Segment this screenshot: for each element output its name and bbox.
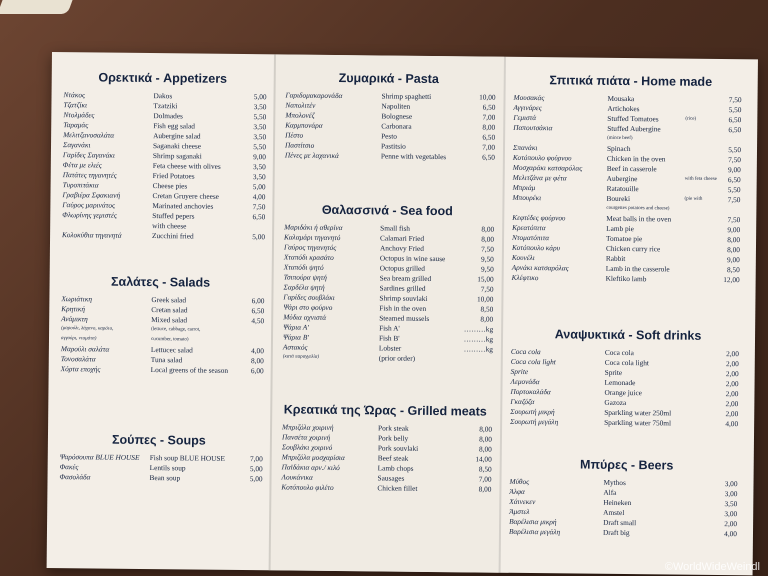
item-price: 5,50	[253, 112, 267, 122]
item-greek-name: Coca cola	[510, 346, 541, 357]
item-english-name: Aubergine salad	[153, 131, 201, 141]
menu-section	[502, 73, 758, 286]
item-english-name: Mythos	[603, 477, 626, 488]
item-english-name: Carbonara	[381, 121, 412, 131]
item-english-name: Octopus in wine sause	[379, 253, 446, 264]
menu-panel-right	[499, 57, 758, 576]
item-greek-name: Γαριδομακαρονάδα	[285, 90, 343, 101]
item-greek-name: Σπανάκι	[512, 142, 538, 153]
item-price: 2,00	[724, 519, 738, 529]
item-greek-name: Τυροπιτάκια	[62, 180, 99, 190]
item-greek-name: Τζατζίκι	[63, 100, 88, 110]
item-price: 15,00	[477, 274, 494, 284]
item-note: (pie with	[684, 196, 703, 202]
item-english-name: Saganaki cheese	[152, 141, 202, 151]
item-price: 7,50	[728, 95, 742, 105]
item-english-name: courgettes potatoes and cheese)	[606, 205, 670, 212]
item-greek-name: Πένες με λαχανικά	[284, 150, 339, 161]
item-price: 5,00	[252, 232, 266, 242]
item-greek-name: Κοτόπουλο φιλέτο	[281, 482, 334, 492]
item-price: 2,00	[725, 379, 739, 389]
item-english-name: (lettuce, cabbage, carrot,	[151, 327, 201, 333]
section-title: Κρεατικά της Ώρας - Grilled meats	[283, 402, 487, 419]
item-english-name: Mixed salad	[151, 315, 188, 325]
item-greek-name: Άμστελ	[509, 506, 530, 517]
item-price: 2,00	[725, 409, 739, 419]
item-price: 6,00	[250, 366, 264, 376]
menu-section	[271, 202, 503, 364]
item-price: 7,50	[252, 202, 266, 212]
item-greek-name: Μπολονέζ	[285, 110, 315, 120]
item-greek-name: Φασολάδα	[59, 472, 91, 482]
item-english-name: Sausages	[377, 473, 405, 483]
menu-item	[499, 527, 753, 540]
item-english-name: cucumber, tomato)	[150, 337, 189, 343]
item-english-name: Tuna salad	[150, 355, 183, 365]
item-greek-name: Βαρέλισια μεγάλη	[508, 526, 561, 537]
item-greek-name: Ντοματόπιτα	[512, 232, 550, 243]
item-greek-name: Γαύρος μαρινάτος	[62, 200, 116, 210]
item-english-name: Shrimp souvlaki	[379, 293, 428, 303]
item-price: 5,50	[728, 145, 742, 155]
item-greek-name: Γεμιστά	[513, 112, 537, 123]
menu-section	[47, 432, 270, 484]
item-note: (rice)	[685, 116, 697, 122]
item-english-name: Chicken in the oven	[606, 153, 666, 164]
item-english-name: Beef in casserole	[606, 163, 657, 174]
item-price: 6,50	[482, 152, 495, 162]
item-english-name: Marinated anchovies	[152, 201, 214, 211]
item-english-name: Amstel	[603, 507, 625, 518]
item-greek-name: Μύθος	[509, 476, 530, 487]
menu-item	[502, 273, 756, 286]
item-price: 7,50	[728, 155, 741, 165]
menu-panel-middle	[269, 54, 504, 572]
item-english-name: Napoliten	[381, 101, 411, 111]
item-price: 2,00	[725, 359, 739, 369]
item-price: 12,00	[723, 275, 740, 285]
item-greek-name: Φλωρίνης γεμιστές	[62, 210, 117, 220]
item-english-name: Chicken curry rice	[605, 243, 661, 254]
item-greek-name: Σαρδέλα ψητή	[283, 282, 325, 292]
item-price: 8,00	[727, 245, 741, 255]
item-greek-name: Γαύρος τηγανητός	[283, 242, 337, 252]
item-english-name: Anchovy Fried	[379, 243, 424, 253]
item-price: 5,00	[253, 92, 267, 102]
item-greek-name: Παστίτσιο	[284, 140, 315, 150]
item-greek-name: Παπουτσάκια	[513, 122, 553, 133]
item-english-name: Bolognese	[381, 111, 413, 121]
menu-section	[269, 402, 500, 494]
item-price: 8,00	[727, 235, 741, 245]
item-price: 8,00	[481, 224, 495, 234]
item-english-name: Lentils soup	[149, 463, 186, 473]
item-greek-name: Κοτόπουλο φούρνου	[512, 152, 572, 163]
item-greek-name: Ταραμάς	[63, 120, 89, 130]
item-price: 3,50	[253, 122, 267, 132]
item-greek-name: Ψάρια Β'	[282, 332, 309, 342]
item-greek-name: Κουνέλι	[511, 252, 535, 263]
item-price: 9,00	[727, 225, 741, 235]
item-english-name: Octopus grilled	[379, 263, 426, 273]
item-english-name: Sea bream grilled	[379, 273, 432, 283]
item-english-name: Shrimp saganaki	[152, 151, 202, 161]
item-greek-name: Φακές	[59, 462, 79, 472]
menu-section	[50, 70, 274, 242]
item-price: 7,00	[482, 142, 496, 152]
item-english-name: Lobster	[378, 343, 402, 353]
item-price: 8,50	[478, 464, 492, 474]
item-greek-name: αγγούρι, ντομάτα)	[60, 336, 97, 342]
item-english-name: Boureki	[606, 193, 631, 204]
item-english-name: Chicken fillet	[377, 483, 418, 493]
item-price: 7,50	[480, 284, 494, 294]
item-greek-name: Ναπολιτέν	[285, 100, 316, 110]
item-greek-name: Ψαρόσουπα BLUE HOUSE	[59, 452, 140, 462]
item-greek-name: Πατάτες τηγανητές	[62, 170, 117, 180]
item-greek-name: Άλφα	[509, 486, 525, 496]
item-greek-name: Κρητική	[61, 304, 86, 314]
item-english-name: Coca cola	[604, 347, 634, 358]
item-price: 9,00	[727, 165, 741, 175]
item-greek-name: Τσιπούρα ψητή	[283, 272, 327, 282]
item-english-name: Spinach	[606, 143, 631, 154]
item-greek-name: Βαρέλισια μικρή	[509, 516, 557, 527]
item-english-name: Dakos	[153, 91, 173, 101]
item-price: 14,00	[475, 454, 492, 464]
item-price: 6,50	[727, 175, 741, 185]
section-title: Σούπες - Soups	[111, 432, 206, 448]
menu-item	[50, 230, 272, 242]
item-price: 3,00	[724, 489, 738, 499]
item-price: 8,00	[479, 444, 492, 454]
item-english-name: with cheese	[152, 221, 187, 231]
item-price: 9,50	[481, 254, 494, 264]
item-greek-name: Πανσέτα χοιρινή	[281, 432, 331, 442]
item-greek-name: Coca cola light	[510, 356, 556, 367]
item-greek-name: Λεμονάδα	[510, 376, 540, 387]
item-price: 5,00	[249, 464, 263, 474]
item-greek-name: Ψάρι στο φούρνο	[283, 302, 333, 312]
item-english-name: Pork steak	[378, 423, 409, 433]
item-price: 6,50	[482, 102, 496, 112]
item-english-name: Lamb in the casserole	[605, 263, 670, 274]
item-english-name: Stuffed Tomatoes	[607, 113, 659, 124]
item-greek-name: Χόρτα εποχής	[60, 364, 101, 374]
item-greek-name: Ντολμάδες	[63, 110, 95, 120]
item-english-name: Heineken	[603, 497, 632, 508]
menu-panel-left	[47, 52, 274, 570]
item-english-name: Local greens of the season	[150, 365, 229, 375]
item-english-name: Fish soup BLUE HOUSE	[149, 453, 226, 463]
item-price: 10,00	[479, 92, 496, 102]
item-price: 7,50	[481, 244, 495, 254]
item-english-name: Pastitsio	[380, 141, 406, 151]
item-price: 7,00	[249, 454, 263, 464]
item-price: 4,00	[725, 419, 739, 429]
item-price: 9,00	[253, 152, 266, 162]
item-english-name: Rabbit	[605, 253, 626, 264]
item-english-name: Fish egg salad	[153, 121, 196, 131]
item-greek-name: Μελιτζανοσαλάτα	[63, 130, 115, 140]
item-greek-name: Σουβλάκι χοιρινό	[281, 442, 333, 452]
menu-item	[269, 482, 499, 494]
item-english-name: Penne with vegetables	[380, 151, 447, 162]
item-english-name: Cretan salad	[151, 305, 188, 315]
item-price: 9,00	[727, 255, 740, 265]
item-price: 6,50	[252, 212, 266, 222]
item-english-name: Lamb pie	[606, 223, 634, 234]
item-greek-name: Μπουρέκι	[512, 192, 542, 203]
item-price: 2,00	[726, 349, 739, 359]
item-price: 5,00	[249, 474, 263, 484]
item-greek-name: Φέτα με ελιές	[62, 160, 102, 170]
item-english-name: Cheese pies	[152, 181, 188, 191]
item-english-name: Sparkling water 750ml	[604, 417, 672, 428]
watermark: ©WorldWideWeindl	[664, 561, 760, 573]
item-english-name: Coca cola light	[604, 357, 650, 368]
item-english-name: Pesto	[381, 131, 397, 141]
item-english-name: Small fish	[380, 223, 411, 233]
item-english-name: Draft big	[602, 527, 630, 538]
item-greek-name: Σουρωτή μικρή	[510, 406, 555, 417]
item-english-name: Tomatoe pie	[606, 233, 643, 244]
item-price: 4,00	[252, 192, 266, 202]
item-greek-name: Μπριζόλα χοιρινή	[282, 422, 334, 432]
item-greek-name: (μαρούλι, λάχανο, καρότο,	[61, 326, 114, 332]
item-price: 3,00	[724, 509, 738, 519]
item-english-name: Draft small	[603, 517, 637, 528]
item-greek-name: Παϊδάκια αρν./ κιλό	[281, 462, 340, 473]
item-price: ………kg	[463, 344, 493, 354]
item-price: 8,50	[726, 265, 740, 275]
item-price: 3,50	[252, 162, 266, 172]
item-english-name: Lemonade	[604, 377, 636, 388]
item-greek-name: Πέστο	[285, 130, 304, 140]
item-price: 5,50	[727, 185, 741, 195]
menu-section	[500, 327, 755, 430]
item-greek-name: (κατά παραγγελία)	[282, 354, 320, 360]
item-price: 3,50	[252, 172, 266, 182]
item-price: 5,50	[728, 105, 742, 115]
item-note: with feta cheese	[684, 176, 717, 182]
item-english-name: Pork belly	[377, 433, 409, 443]
section-title: Σπιτικά πιάτα - Home made	[549, 73, 713, 89]
item-greek-name: Λουκάνικα	[281, 472, 313, 482]
section-title: Ζυμαρικά - Pasta	[338, 71, 439, 87]
menu-item	[500, 417, 754, 430]
item-price: ………kg	[463, 324, 494, 334]
item-price: 4,00	[251, 346, 264, 356]
item-greek-name: Γαρίδες σουβλάκι	[283, 292, 335, 302]
item-price: 8,00	[479, 434, 493, 444]
item-english-name: Sparkling water 250ml	[604, 407, 672, 418]
item-english-name: Artichokes	[607, 103, 640, 114]
item-price: 6,00	[251, 296, 265, 306]
item-greek-name: Χταπόδι ψητό	[283, 262, 324, 272]
item-english-name: Mousaka	[607, 93, 635, 104]
item-price: 7,00	[478, 474, 492, 484]
item-price: 8,00	[482, 122, 496, 132]
section-title: Ορεκτικά - Appetizers	[98, 70, 228, 86]
item-greek-name: Αστακός	[282, 342, 308, 352]
item-price: 6,50	[482, 132, 496, 142]
item-price: 2,00	[725, 369, 739, 379]
item-english-name: (mince beef)	[607, 135, 633, 142]
item-english-name: Meat balls in the oven	[606, 213, 672, 224]
item-greek-name: Μελιτζάνα με φέτα	[512, 172, 567, 183]
menu-item	[47, 472, 269, 484]
item-english-name: Steamed mussels	[379, 313, 430, 323]
section-title: Θαλασσινά - Sea food	[321, 202, 453, 219]
item-english-name: Lamb chops	[377, 463, 414, 473]
item-greek-name: Χταπόδι κρασάτο	[283, 252, 334, 262]
paper-corner	[0, 0, 73, 14]
item-greek-name: Μαρούλι σαλάτα	[60, 344, 110, 354]
item-greek-name: Μουσακάς	[513, 92, 545, 103]
item-price: 4,00	[724, 529, 738, 539]
item-price: 8,00	[480, 314, 494, 324]
item-english-name: Fried Potatoes	[152, 171, 195, 181]
item-english-name: Greek salad	[151, 295, 187, 305]
menu-card	[47, 52, 758, 575]
item-price: 9,50	[480, 264, 494, 274]
menu-item	[49, 364, 271, 376]
item-greek-name: Χωριάτικη	[61, 294, 93, 304]
item-greek-name: Μπριζόλα μοσχαρίσια	[281, 452, 345, 463]
item-price: 3,50	[724, 499, 738, 509]
item-english-name: Lettucec salad	[150, 345, 193, 355]
item-english-name: Kleftiko lamb	[605, 273, 647, 284]
item-price: 3,50	[253, 102, 267, 112]
item-english-name: Feta cheese with olives	[152, 161, 221, 171]
item-english-name: Shrimp spaghetti	[381, 91, 432, 101]
item-price: 8,50	[480, 304, 494, 314]
item-greek-name: Τονοσαλάτα	[60, 354, 96, 364]
item-greek-name: Μύδια αχνιστά	[283, 312, 327, 322]
item-english-name: Cretan Gruyere cheese	[152, 191, 219, 201]
item-greek-name: Αγγινάρες	[513, 102, 542, 113]
item-english-name: Beef steak	[377, 453, 409, 463]
item-greek-name: Καλαμάρι τηγανητό	[284, 232, 341, 243]
item-greek-name: Μπριάμ	[512, 182, 536, 193]
item-english-name: Fish B'	[378, 333, 400, 343]
item-greek-name: Μοσχαράκι κατσαρόλας	[512, 162, 583, 173]
item-greek-name: Σουρωτή μεγάλη	[510, 416, 559, 427]
item-greek-name: Χάινεκεν	[509, 496, 536, 507]
item-price: 5,00	[252, 182, 266, 192]
item-price: 6,50	[728, 125, 742, 135]
item-price: 4,50	[251, 316, 265, 326]
item-greek-name: Μαριδάκι ή αθερίνα	[284, 222, 343, 233]
item-greek-name: Ντάκος	[63, 90, 86, 100]
item-price: 3,00	[724, 479, 738, 489]
item-english-name: (prior order)	[378, 353, 416, 363]
item-english-name: Alfa	[603, 487, 617, 497]
item-price: 8,00	[481, 234, 495, 244]
item-english-name: Zucchini fried	[152, 231, 194, 241]
item-price: 8,00	[478, 484, 492, 494]
item-greek-name: Σαγανάκι	[62, 140, 91, 150]
item-price: 7,50	[727, 215, 741, 225]
item-price: 2,00	[725, 399, 739, 409]
item-english-name: Sprite	[604, 367, 623, 377]
item-english-name: Fish in the oven	[379, 303, 427, 313]
item-english-name: Dolmades	[153, 111, 183, 121]
item-greek-name: Καρμπονάρα	[285, 120, 323, 130]
item-greek-name: Αρνάκι κατσαρόλας	[511, 262, 569, 273]
item-price: ………kg	[463, 334, 494, 344]
section-title: Σαλάτες - Salads	[110, 274, 211, 290]
item-price: 3,50	[253, 132, 267, 142]
menu-section	[273, 70, 504, 162]
menu-item	[273, 150, 503, 162]
item-greek-name: Κρεατόπιτα	[512, 222, 546, 233]
item-english-name: Sardines grilled	[379, 283, 426, 293]
item-greek-name: Γκαζόζα	[510, 396, 535, 407]
section-title: Αναψυκτικά - Soft drinks	[554, 327, 702, 343]
item-greek-name: Ανάμικτη	[61, 314, 88, 324]
item-price: 6,50	[251, 306, 265, 316]
item-price: 7,00	[482, 112, 496, 122]
item-english-name: Pork souvlaki	[377, 443, 419, 453]
item-english-name: Fish A'	[379, 323, 400, 333]
item-greek-name: Γραβιέρα Σφακιανή	[62, 190, 121, 200]
item-price: 5,50	[253, 142, 267, 152]
menu-section	[499, 457, 754, 540]
item-english-name: Ratatouille	[606, 183, 639, 194]
section-title: Μπύρες - Beers	[579, 457, 674, 473]
item-english-name: Stuffed Aubergine	[607, 123, 661, 134]
item-price: 6,50	[728, 115, 742, 125]
item-greek-name: Κοτόπουλο κάρυ	[511, 242, 561, 253]
item-greek-name: Κεφτέδες φούρνου	[512, 212, 566, 223]
item-greek-name: Ψάρια Α'	[283, 322, 309, 332]
item-english-name: Gazoza	[604, 397, 627, 408]
item-english-name: Calamari Fried	[380, 233, 425, 243]
item-price: 7,50	[727, 195, 741, 205]
item-english-name: Stuffed pepers	[152, 211, 195, 221]
item-price: 8,00	[250, 356, 264, 366]
item-greek-name: Γαρίδες Σαγανάκι	[62, 150, 116, 160]
item-greek-name: Πορτοκαλάδα	[510, 386, 551, 397]
item-greek-name: Sprite	[510, 366, 529, 377]
item-price: 2,00	[725, 389, 739, 399]
item-english-name: Tzatziki	[153, 101, 178, 111]
menu-section	[49, 274, 272, 376]
item-english-name: Bean soup	[149, 473, 181, 483]
item-price: 8,00	[479, 424, 493, 434]
item-english-name: Orange juice	[604, 387, 642, 398]
item-greek-name: Κλέφτικο	[511, 272, 539, 283]
menu-item	[271, 352, 501, 364]
item-greek-name: Κολοκύθια τηγανητά	[62, 230, 122, 240]
item-price: 10,00	[476, 294, 494, 304]
item-english-name: Aubergine	[606, 173, 638, 184]
